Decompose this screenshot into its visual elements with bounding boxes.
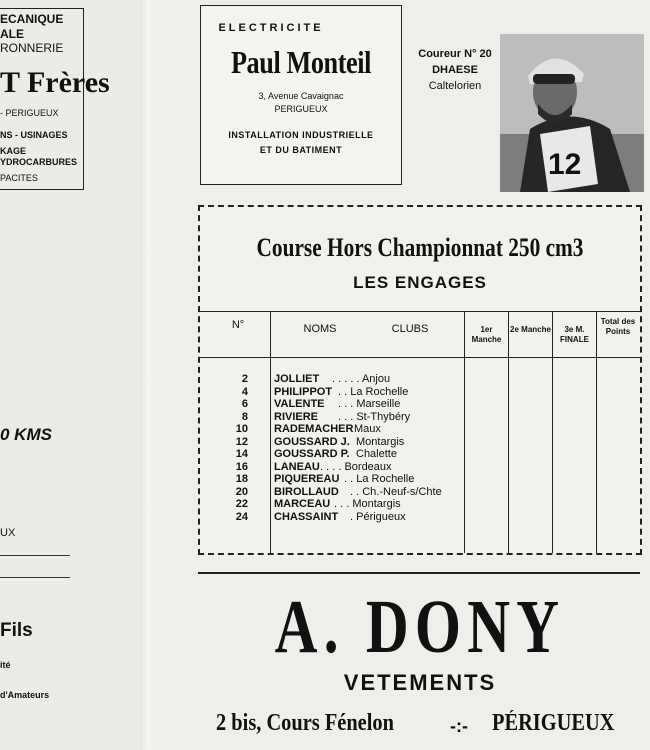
entry-club: . . . St-Thybéry — [338, 410, 411, 423]
ad-address: 3, Avenue Cavaignac — [258, 91, 344, 101]
left-text: YDROCARBURES — [0, 157, 78, 167]
column-divider — [464, 311, 465, 553]
entry-name: MARCEAU — [274, 498, 331, 510]
electricite-ad — [200, 5, 402, 185]
entry-number: 4 — [241, 385, 248, 398]
entry-name: CHASSAINT — [274, 510, 339, 523]
rider-caption — [410, 46, 500, 94]
entry-club: . . Ch.-Neuf-s/Chte — [350, 485, 442, 498]
col-header-final: 3e M. FINALE — [560, 325, 589, 344]
ad-business-name: Paul Monteil — [230, 44, 372, 80]
entry-club: . . . . Bordeaux — [320, 460, 392, 473]
column-divider — [596, 311, 597, 553]
col-header-num: N° — [231, 319, 245, 331]
entry-club: Maux — [354, 423, 381, 435]
left-text: RONNERIE — [0, 41, 64, 55]
ad-service-line: ET DU BATIMENT — [259, 145, 343, 155]
entry-club: . . La Rochelle — [344, 473, 415, 485]
left-divider — [0, 577, 70, 578]
entry-number: 24 — [235, 510, 248, 523]
left-divider — [0, 555, 70, 556]
entry-name: BIROLLAUD — [274, 485, 339, 498]
entry-name: PHILIPPOT — [274, 385, 333, 398]
entry-number: 20 — [235, 485, 248, 498]
left-text: KAGE — [0, 146, 27, 156]
col-header-names: NOMS — [303, 323, 337, 335]
rider-illustration — [500, 34, 644, 192]
entry-name: PIQUEREAU — [274, 473, 340, 485]
entry-number: 22 — [235, 498, 248, 510]
entry-name: GOUSSARD P. — [274, 448, 350, 460]
column-divider — [270, 311, 271, 553]
race-title: Course Hors Championnat 250 cm3 — [256, 233, 584, 262]
entry-club: . . . . . Anjou — [332, 373, 391, 385]
rider-photo — [500, 34, 644, 192]
entry-name: GOUSSARD J. — [274, 435, 350, 448]
entry-number: 12 — [235, 435, 248, 448]
entry-club: Chalette — [356, 448, 397, 460]
ad-city: PERIGUEUX — [274, 104, 328, 114]
column-divider — [552, 311, 553, 553]
col-header-heat2: 2e Manche — [510, 325, 551, 334]
entry-number: 6 — [241, 398, 248, 410]
left-text: d'Amateurs — [0, 690, 50, 700]
left-page-fragment — [0, 0, 148, 750]
entry-club: . . . Marseille — [338, 398, 401, 410]
ad-service-line: INSTALLATION INDUSTRIELLE — [228, 130, 374, 140]
dony-category: VETEMENTS — [343, 670, 497, 695]
entry-club: . . . Montargis — [334, 498, 401, 510]
dony-address: 2 bis, Cours Fénelon — [216, 710, 394, 736]
left-text: ALE — [0, 27, 24, 41]
entry-number: 8 — [241, 410, 248, 423]
entry-club: . Périgueux — [350, 510, 406, 523]
bib-number: 12 — [548, 148, 582, 181]
entry-club: . . La Rochelle — [338, 385, 409, 398]
ad-service — [201, 128, 401, 158]
entry-number: 16 — [235, 460, 248, 473]
left-text: - PERIGUEUX — [0, 108, 59, 118]
left-text: T Frères — [0, 66, 110, 99]
dony-city: PÉRIGUEUX — [492, 710, 615, 736]
left-text: NS - USINAGES — [0, 130, 68, 140]
col-header-total: Total des Points — [600, 317, 636, 336]
column-divider — [508, 311, 509, 553]
left-text: Fils — [0, 620, 33, 641]
dony-ad — [200, 578, 640, 750]
header-rule — [200, 311, 640, 312]
page-gutter — [140, 0, 154, 750]
rider-name: DHAESE — [432, 64, 478, 76]
entry-name: RIVIERE — [274, 410, 319, 423]
entry-number: 10 — [235, 423, 248, 435]
section-divider — [198, 572, 640, 574]
entries-heading: LES ENGAGES — [353, 273, 487, 292]
entry-number: 18 — [235, 473, 248, 485]
entry-name: JOLLIET — [274, 373, 320, 385]
entries-table — [198, 205, 642, 555]
entry-name: LANEAU — [274, 460, 320, 473]
rider-club: Caltelorien — [428, 80, 482, 92]
entry-number: 2 — [241, 373, 248, 385]
ad-trade: ELECTRICITE — [218, 22, 324, 34]
dony-separator: -:- — [450, 716, 468, 736]
entry-name: VALENTE — [274, 398, 325, 410]
entry-club: Montargis — [356, 435, 405, 448]
entry-number: 14 — [235, 448, 248, 460]
left-text: PACITES — [0, 173, 38, 183]
left-text: 0 KMS — [0, 425, 52, 444]
left-text: ité — [0, 660, 11, 670]
entry-name: RADEMACHER — [274, 423, 354, 435]
col-header-heat1: 1er Manche — [471, 325, 502, 344]
left-text: UX — [0, 527, 16, 539]
left-text: ECANIQUE — [0, 12, 64, 26]
dony-business-name: A. DONY — [274, 585, 566, 669]
col-header-clubs: CLUBS — [391, 323, 429, 335]
rider-number-label: Coureur N° 20 — [418, 48, 492, 60]
header-rule — [200, 357, 640, 358]
